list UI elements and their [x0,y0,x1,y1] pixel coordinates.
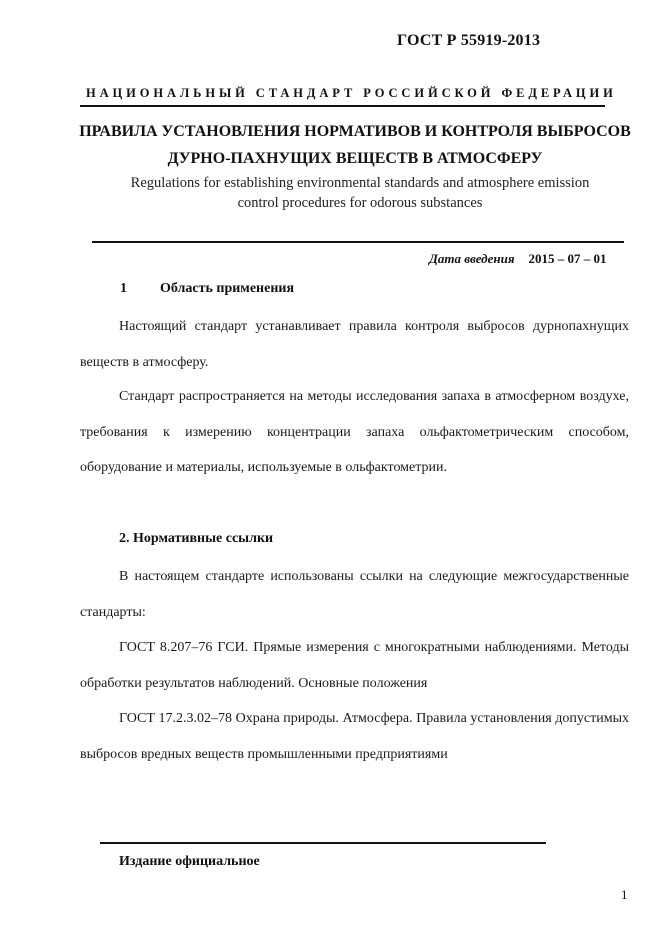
title-line-2: ДУРНО-ПАХНУЩИХ ВЕЩЕСТВ В АТМОСФЕРУ [167,150,543,167]
section-1-title: Область применения [160,281,295,296]
section-1-paragraph: Стандарт распространяется на методы исследования запаха в атмосферном воздухе, требования к измерению концентрации запаха ольфактометрическим способом, оборудование и материалы, используемые в ольфактометрии. [80,389,629,475]
title-line-1: ПРАВИЛА УСТАНОВЛЕНИЯ НОРМАТИВОВ И КОНТРОЛЯ ВЫБРОСОВ [79,123,631,140]
section-2-paragraph: ГОСТ 17.2.3.02–78 Охрана природы. Атмосфера. Правила установления допустимых выбросов вредных веществ промышленными предприятиями [80,711,629,762]
introduction-date-value: 2015 – 07 – 01 [528,251,607,266]
introduction-date-label: Дата введения [429,251,515,266]
section-2-paragraph: ГОСТ 8.207–76 ГСИ. Прямые измерения с многократными наблюдениями. Методы обработки результатов наблюдений. Основные положения [80,640,629,691]
title-rule [92,241,624,243]
section-2-paragraph: В настоящем стандарте использованы ссылки на следующие межгосударственные стандарты: [80,569,629,620]
page-number: 1 [621,887,628,902]
introduction-date [429,251,607,267]
national-standard-heading: НАЦИОНАЛЬНЫЙ СТАНДАРТ РОССИЙСКОЙ ФЕДЕРАЦИИ [86,86,617,100]
section-2-heading: 2. Нормативные ссылки [119,531,274,546]
english-title [95,173,625,213]
header-rule [80,105,605,107]
official-edition-label: Издание официальное [119,854,260,869]
english-title-line-2: control procedures for odorous substances [237,195,483,211]
section-1-paragraph: Настоящий стандарт устанавливает правила контроля выбросов дурнопахнущих веществ в атмосферу. [80,319,629,370]
section-1-number: 1 [120,281,127,296]
document-code: ГОСТ Р 55919-2013 [397,32,541,49]
document-title [60,118,650,172]
english-title-line-1: Regulations for establishing environmental standards and atmosphere emission [130,175,590,191]
footer-rule [100,842,546,844]
